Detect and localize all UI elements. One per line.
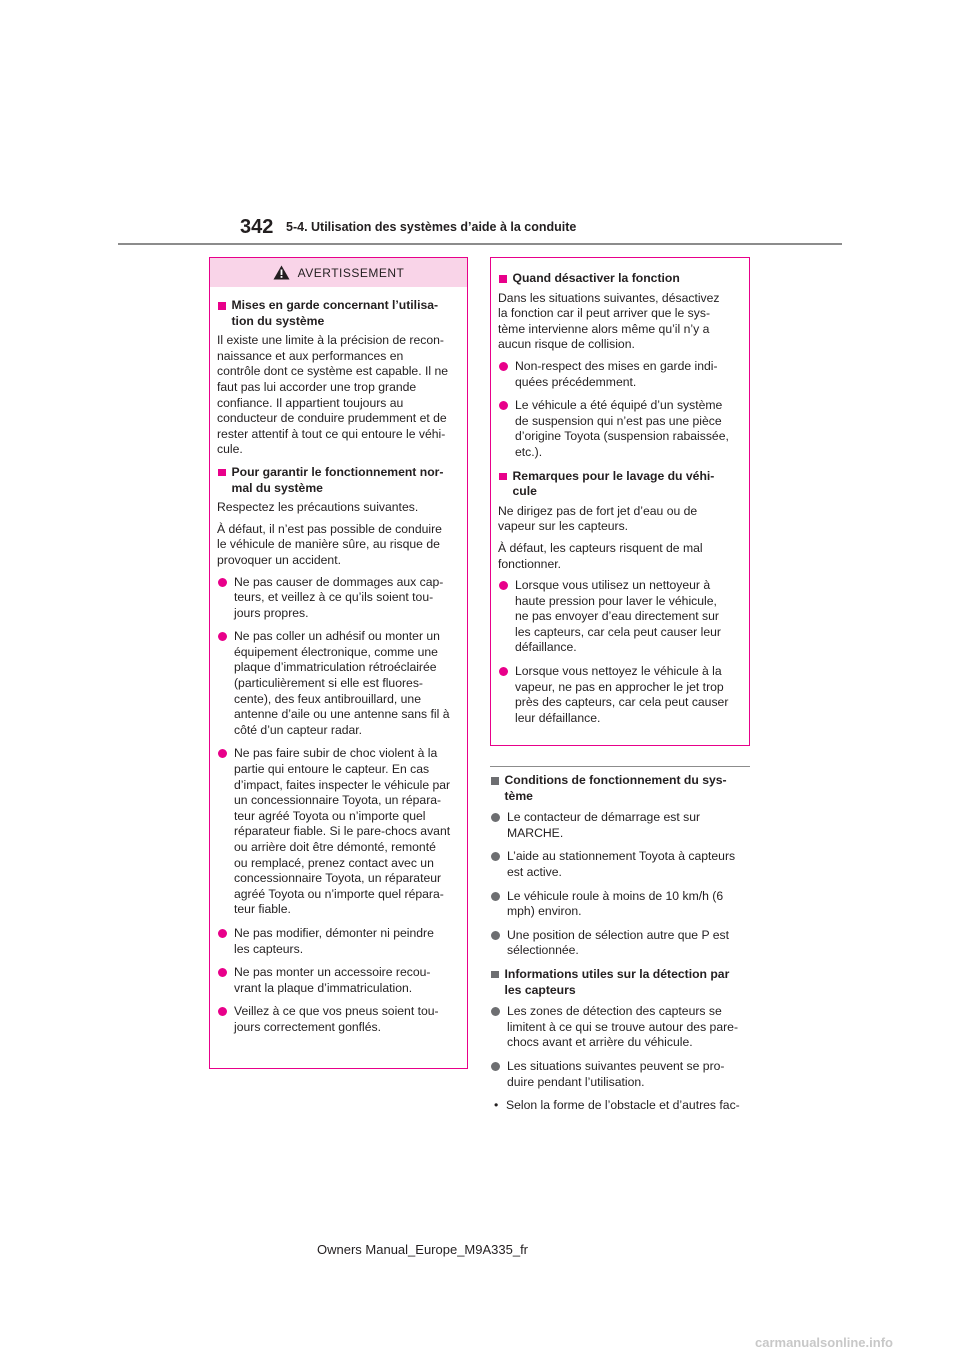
info-content [491, 258, 749, 726]
section-heading [490, 967, 750, 998]
circle-bullet-icon [218, 968, 227, 977]
item-text: Ne pas coller un adhésif ou monter un équipement électronique, comme une plaque d’immatriculation rétroéclairée (particulièrement si elle est fluores- cente), des feux antibrouillard, une antenne d’aile ou une antenne sans fil à côté d’un capteur radar. [234, 629, 450, 737]
list-item [498, 664, 742, 726]
list-item [217, 629, 460, 738]
item-text: Remarques pour le lavage du véhi- cule [512, 468, 715, 499]
item-text: Quand désactiver la fonction [512, 271, 680, 285]
circle-bullet-icon [218, 578, 227, 587]
square-bullet-icon [499, 473, 507, 481]
square-bullet-icon [491, 971, 499, 979]
section-title: 5-4. Utilisation des systèmes d’aide à la conduite [286, 220, 577, 234]
item-text: Ne pas causer de dommages aux cap- teurs, et veillez à ce qu’ils soient tou- jours propres. [234, 574, 444, 620]
item-text: Mises en garde concernant l’utilisa- tion du système [231, 298, 439, 328]
square-bullet-icon [218, 302, 226, 310]
circle-bullet-icon [218, 1007, 227, 1016]
list-item [490, 1004, 750, 1051]
warning-title: AVERTISSEMENT [297, 265, 405, 280]
right-column-content [490, 773, 750, 1114]
circle-bullet-icon [499, 581, 508, 590]
item-text: Lorsque vous utilisez un nettoyeur à haute pression pour laver le véhicule, ne pas envoyer d’eau directement sur les capteurs, car cela peut causer leur défaillance. [515, 578, 721, 655]
header-rule [118, 243, 842, 245]
item-text: Les zones de détection des capteurs se limitent à ce qui se trouve autour des pare- chocs avant et arrière du véhicule. [507, 1004, 739, 1050]
warning-box [209, 257, 468, 1069]
info-box [490, 257, 750, 746]
list-item [490, 849, 750, 880]
item-text: Ne pas monter un accessoire recou- vrant la plaque d’immatriculation. [234, 965, 431, 995]
item-text: L’aide au stationnement Toyota à capteurs est active. [507, 849, 736, 879]
sub-list-item [494, 1098, 750, 1114]
item-text: Le contacteur de démarrage est sur MARCHE. [507, 810, 701, 840]
section-heading [217, 465, 460, 496]
list-item [498, 359, 742, 390]
square-bullet-icon [218, 469, 226, 477]
section-heading [498, 469, 742, 500]
footer-text: Owners Manual_Europe_M9A335_fr [317, 1242, 529, 1257]
item-text: Le véhicule roule à moins de 10 km/h (6 mph) environ. [507, 888, 724, 919]
square-bullet-icon [491, 777, 499, 785]
right-column [490, 766, 750, 1114]
circle-bullet-icon [491, 892, 500, 901]
circle-bullet-icon [491, 1007, 500, 1016]
paragraph: Dans les situations suivantes, désactivez la fonction car il peut arriver que le sys- tème intervienne alors même qu’il n’y a aucun risque de collision. [498, 290, 720, 352]
circle-bullet-icon [499, 401, 508, 410]
square-bullet-icon [499, 275, 507, 283]
item-text: Une position de sélection autre que P est sélectionnée. [507, 927, 730, 958]
paragraph: À défaut, les capteurs risquent de mal fonctionner. [498, 540, 703, 571]
circle-bullet-icon [218, 749, 227, 758]
list-item [498, 398, 742, 460]
circle-bullet-icon [491, 931, 500, 940]
item-text: Conditions de fonctionnement du sys- tème [504, 773, 727, 803]
list-item [217, 965, 460, 996]
list-item [490, 889, 750, 920]
list-item [217, 926, 460, 957]
list-item [490, 810, 750, 841]
paragraph: Ne dirigez pas de fort jet d’eau ou de vapeur sur les capteurs. [498, 503, 698, 534]
circle-bullet-icon [218, 929, 227, 938]
watermark: carmanualsonline.info [755, 1335, 893, 1350]
list-item [217, 575, 460, 622]
item-text: Ne pas modifier, démonter ni peindre les capteurs. [234, 925, 434, 956]
circle-bullet-icon [499, 362, 508, 371]
section-heading [498, 271, 742, 287]
item-text: Veillez à ce que vos pneus soient tou- jours correctement gonflés. [234, 1004, 439, 1034]
circle-bullet-icon [499, 667, 508, 676]
list-item [498, 578, 742, 656]
circle-bullet-icon [491, 1062, 500, 1071]
item-text: Selon la forme de l’obstacle et d’autres fac- [506, 1098, 740, 1113]
item-text: Le véhicule a été équipé d’un système de suspension qui n’est pas une pièce d’origine Toyota (suspension rabaissée, etc.). [515, 398, 729, 459]
list-item [490, 1059, 750, 1090]
item-text: Pour garantir le fonctionnement nor- mal du système [231, 464, 444, 495]
warning-content [210, 287, 467, 1036]
paragraph: Respectez les précautions suivantes. [217, 500, 419, 515]
warning-header [210, 258, 467, 287]
circle-bullet-icon [491, 852, 500, 861]
item-text: Informations utiles sur la détection par les capteurs [504, 966, 730, 997]
item-text: Lorsque vous nettoyez le véhicule à la vapeur, ne pas en approcher le jet trop près des capteurs, car cela peut causer leur défaillance. [515, 664, 729, 725]
section-heading [490, 773, 750, 804]
section-heading [217, 298, 460, 329]
paragraph: Il existe une limite à la précision de recon- naissance et aux performances en contrôle dont ce système est capable. Il ne faut pas lui accorder une trop grande confiance. Il appartient toujours au conducteur de conduire prudemment et de rester attentif à tout ce qui entoure le véhi- cule. [217, 333, 449, 457]
list-item [217, 746, 460, 918]
warning-triangle-icon [273, 265, 290, 280]
column-rule [490, 766, 750, 767]
circle-bullet-icon [218, 632, 227, 641]
item-text: Ne pas faire subir de choc violent à la partie qui entoure le capteur. En cas d’impact, faites inspecter le véhicule par un concessionnaire Toyota, un répara- teur agréé Toyota ou n’importe quel réparateur fiable. Si le pare-chocs avant ou arrière doit être démonté, remonté ou remplacé, prenez contact avec un concessionnaire Toyota, un réparateur agréé Toyota ou n’importe quel répara- teur fiable. [234, 746, 451, 917]
paragraph: À défaut, il n’est pas possible de conduire le véhicule de manière sûre, au risque de provoquer un accident. [217, 521, 442, 567]
item-text: Les situations suivantes peuvent se pro- duire pendant l’utilisation. [507, 1058, 725, 1089]
list-item [217, 1004, 460, 1035]
circle-bullet-icon [491, 813, 500, 822]
item-text: Non-respect des mises en garde indi- quées précédemment. [515, 358, 718, 389]
sub-bullet-marker: • [494, 1098, 499, 1113]
list-item [490, 928, 750, 959]
page-number: 342 [240, 216, 274, 238]
